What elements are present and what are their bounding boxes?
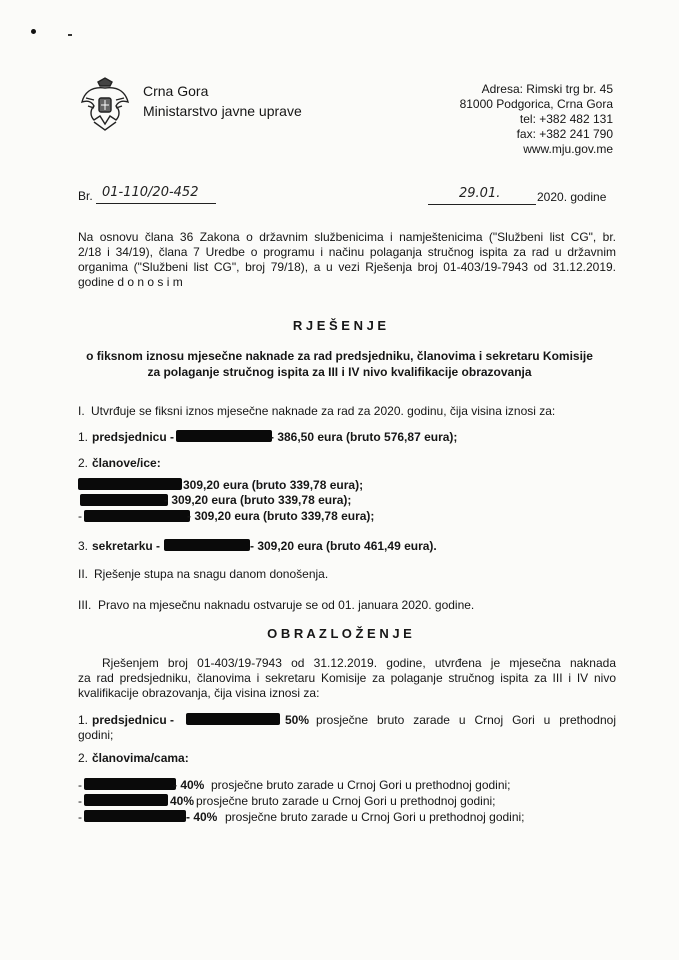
item-amount: - 386,50 eura (bruto 576,87 eura); (270, 430, 458, 444)
section-number: I. (78, 404, 85, 418)
address-city: 81000 Podgorica, Crna Gora (459, 97, 613, 111)
ministry-name: Ministarstvo javne uprave (143, 103, 302, 119)
reasoning-title: O B R A Z L O Ž E N J E (267, 626, 412, 641)
redaction-bar (84, 510, 190, 522)
member-amount: - 309,20 eura (bruto 339,78 eura); (187, 509, 375, 523)
member-percent: - 40% (186, 810, 218, 824)
member-amount: - 309,20 eura (bruto 339,78 eura); (164, 493, 352, 507)
item-text: prosječne bruto zarade u Crnoj Gori u prethodnoj (316, 713, 616, 727)
item-number: 2. (78, 751, 89, 765)
redaction-bar (164, 539, 250, 551)
item-number: 1. (78, 430, 89, 444)
section-number: II. (78, 567, 89, 581)
item-number: 1. (78, 713, 89, 727)
section-text: Pravo na mjesečnu naknadu ostvaruje se od 01. januara 2020. godine. (98, 598, 475, 612)
member-text: prosječne bruto zarade u Crnoj Gori u prethodnoj godini; (211, 778, 511, 792)
phone: tel: +382 482 131 (519, 112, 613, 126)
reasoning-line: za rad predsjedniku, članovima i sekretaru Komisije za polaganje stručnog ispita za III i IV nivo (78, 671, 616, 685)
redaction-bar (176, 430, 272, 442)
redaction-bar (84, 810, 186, 822)
item-percent: 50% (285, 713, 310, 727)
redaction-bar (84, 794, 168, 806)
stray-mark (31, 29, 36, 34)
member-dash: - (78, 509, 82, 523)
section-text: Rješenje stupa na snagu danom donošenja. (94, 567, 329, 581)
item-label: članovima/cama: (92, 751, 189, 765)
section-text: Utvrđuje se fiksni iznos mjesečne naknade za rad za 2020. godinu, čija visina iznosi za: (91, 404, 556, 418)
br-label: Br. (78, 189, 93, 203)
preamble-line: Na osnovu člana 36 Zakona o državnim službenicima i namještenicima ("Službeni list CG", br. (78, 230, 616, 244)
org-name: Crna Gora (143, 83, 209, 99)
redaction-bar (78, 478, 182, 490)
reasoning-line: Rješenjem broj 01-403/19-7943 od 31.12.2019. godine, utvrđena je mjesečna naknada (102, 656, 616, 670)
website: www.mju.gov.me (523, 142, 613, 156)
item-label: predsjednicu - (92, 430, 175, 444)
member-text: prosječne bruto zarade u Crnoj Gori u prethodnoj godini; (196, 794, 496, 808)
br-handwritten: 01-110/20-452 (102, 185, 199, 200)
reasoning-line: kvalifikacije obrazovanja, čija visina iznosi za: (78, 686, 320, 700)
section-number: III. (78, 598, 92, 612)
item-label: predsjednicu - (92, 713, 175, 727)
stray-mark (68, 34, 72, 36)
coat-of-arms-icon (80, 76, 130, 132)
date-handwritten: 29.01. (459, 186, 501, 201)
redaction-bar (84, 778, 176, 790)
reasoning-intro (78, 656, 616, 701)
preamble-line: godine d o n o s i m (78, 275, 183, 289)
member-percent: - 40% (173, 778, 205, 792)
redaction-bar (186, 713, 280, 725)
item-amount: - 309,20 eura (bruto 461,49 eura). (250, 539, 437, 553)
preamble-line: 2/18 i 34/19), člana 7 Uredbe o programu i načinu polaganja stručnog ispita za rad u državnim (78, 245, 616, 259)
preamble (78, 230, 616, 290)
date-suffix: 2020. godine (537, 190, 607, 204)
fax: fax: +382 241 790 (516, 127, 613, 141)
member-dash: - (78, 810, 82, 824)
decision-subtitle: o fiksnom iznosu mjesečne naknade za rad predsjedniku, članovima i sekretaru Komisije (86, 349, 593, 363)
decision-subtitle: za polaganje stručnog ispita za III i IV nivo kvalifikacije obrazovanja (147, 365, 532, 379)
member-dash: - (78, 794, 82, 808)
decision-title: R J E Š E N J E (292, 318, 387, 333)
item-number: 3. (78, 539, 89, 553)
item-label: sekretarku - (92, 539, 161, 553)
member-percent: 40% (170, 794, 195, 808)
member-text: prosječne bruto zarade u Crnoj Gori u prethodnoj godini; (225, 810, 525, 824)
member-amount: 309,20 eura (bruto 339,78 eura); (183, 478, 364, 492)
item-label: članove/ice: (92, 456, 161, 470)
address-block (460, 82, 613, 157)
item-text-cont: godini; (78, 728, 114, 742)
member-dash: - (78, 778, 82, 792)
br-underline (96, 203, 216, 204)
redaction-bar (80, 494, 168, 506)
address-line: Adresa: Rimski trg br. 45 (481, 82, 613, 96)
item-number: 2. (78, 456, 89, 470)
date-underline (428, 204, 536, 205)
preamble-line: organima ("Službeni list CG", broj 79/18), a u vezi Rješenja broj 01-403/19-7943 od 31.12.2019. (78, 260, 616, 274)
